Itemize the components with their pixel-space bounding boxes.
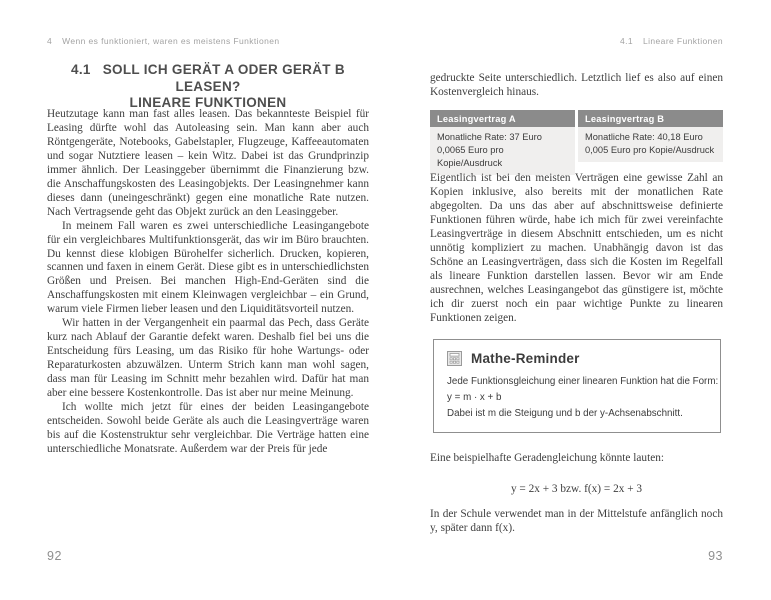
leasing-comparison-table	[430, 110, 723, 175]
reminder-formula: y = m · x + b	[447, 392, 502, 403]
right-main-paragraph	[430, 172, 723, 325]
table-cell-b-line2: 0,005 Euro pro Kopie/Ausdruck	[585, 145, 715, 155]
left-page-body	[47, 108, 369, 457]
reminder-body	[447, 374, 719, 422]
reminder-line3: Dabei ist m die Steigung und b der y-Achsenabschnitt.	[447, 408, 683, 419]
paragraph: Eigentlich ist bei den meisten Verträgen eine gewisse Zahl an Kopien inklusive, also bereits mit der monatlichen Rate abgegolten. Da uns das aber auf abschnittsweise definierte Funktionen führen würde, habe ich mich für zwei vereinfachte Leasingverträge in diesem Abschnitt entschieden, um es nicht unnötig kompliziert zu machen. Unabhängig davon ist das Schöne an Leasingverträgen, dass sich die Kosten im Regelfall als lineare Funktion darstellen lassen. Bevor wir am Ende ausrechnen, welches Leasingangebot das günstigere ist, möchte ich dir zuerst noch ein paar wichtige Punkte zu linearen Funktionen zeigen.	[430, 172, 723, 324]
table-cell-a-line1: Monatliche Rate: 37 Euro	[437, 132, 542, 142]
section-heading	[40, 62, 376, 112]
right-running-header	[430, 36, 723, 46]
math-reminder-box	[433, 339, 721, 433]
table-cell-b-line1: Monatliche Rate: 40,18 Euro	[585, 132, 703, 142]
example-equation: y = 2x + 3 bzw. f(x) = 2x + 3	[510, 483, 643, 495]
section-number: 4.1	[619, 36, 634, 46]
right-page-number: 93	[708, 549, 723, 563]
table-cell-a	[430, 127, 575, 175]
reminder-title: Mathe-Reminder	[471, 351, 580, 366]
calculator-grid-icon	[447, 351, 462, 366]
paragraph: gedruckte Seite unterschiedlich. Letztlich lief es also auf einen Kostenvergleich hinaus.	[430, 72, 723, 98]
closing-paragraph	[430, 508, 723, 536]
reminder-line1: Jede Funktionsgleichung einer linearen Funktion hat die Form:	[447, 376, 719, 387]
example-intro-paragraph	[430, 452, 723, 466]
right-intro-paragraph	[430, 72, 723, 100]
paragraph: Heutzutage kann man fast alles leasen. Das bekannteste Beispiel für Leasing dürfte wohl das Autoleasing sein. Man kann aber auch Röntgengeräte, Notebooks, Gabelstapler, Flugzeuge, Kaffeeautomaten und sogar Nutztiere leasen – kein Witz. Dabei ist das Grundprinzip immer ähnlich. Der Leasinggeber übernimmt die Finanzierung bzw. die Anschaffungskosten des Leasingobjekts. Der Leasingnehmer kann dieses dann (uneingeschränkt) gegen eine monatliche Rate nutzen. Nach Vertragsende geht das Objekt zurück an den Leasinggeber.	[47, 108, 369, 218]
section-heading-line2: LINEARE FUNKTIONEN	[129, 95, 287, 110]
paragraph: In meinem Fall waren es zwei unterschiedliche Leasingangebote für ein vergleichbares Multifunktionsgerät, das wir im Büro brauchten. Du kennst diese klobigen Bürohelfer sicherlich. Drucken, kopieren, scannen und faxen in einem Gerät. Diese gibt es in unterschiedlichsten Größen und Preisen. Bei manchen High-End-Geräten sind die Anschaffungskosten mit einem Kleinwagen vergleichbar – ein Grund, warum viele Firmen lieber leasen und den Liquiditätsvorteil nutzen.	[47, 219, 369, 316]
left-running-header	[47, 36, 369, 46]
chapter-number: 4	[47, 36, 53, 46]
table-column-b	[578, 110, 723, 175]
paragraph: In der Schule verwendet man in der Mittelstufe anfänglich noch y, später dann f(x).	[430, 508, 723, 534]
reminder-title-row	[447, 351, 707, 366]
section-number: 4.1	[71, 62, 91, 77]
left-page-number: 92	[47, 549, 62, 563]
table-header-a: Leasingvertrag A	[430, 110, 575, 127]
paragraph: Eine beispielhafte Geradengleichung könnte lauten:	[430, 452, 665, 464]
table-cell-b	[578, 127, 723, 162]
section-heading-line1: 4.1 SOLL ICH GERÄT A ODER GERÄT B LEASEN?	[71, 62, 345, 94]
section-title: Lineare Funktionen	[643, 36, 723, 46]
paragraph: Wir hatten in der Vergangenheit ein paarmal das Pech, dass Geräte kurz nach Ablauf der Garantie defekt waren. Deshalb fiel bei uns die Entscheidung fürs Leasing, um das Risiko für hohe Wartungs- oder Reparaturkosten abzuwälzen. Unterm Strich kann man wohl sagen, dass man für Leasing im Schnitt mehr bezahlen wird. Dafür hat man aber eine bessere Kostenkontrolle. Das ist aber nur meine Meinung.	[47, 317, 369, 400]
chapter-title: Wenn es funktioniert, waren es meistens Funktionen	[62, 36, 280, 46]
table-header-b: Leasingvertrag B	[578, 110, 723, 127]
table-column-a	[430, 110, 575, 175]
table-cell-a-line2: 0,0065 Euro pro Kopie/Ausdruck	[437, 145, 504, 168]
paragraph: Ich wollte mich jetzt für eines der beiden Leasingangebote entscheiden. Sowohl beide Geräte als auch die Leasingverträge waren bis auf die Kostenstruktur sehr vergleichbar. Die Verträge hatten eine unterschiedliche Monatsrate. Außerdem war der Preis für jede	[47, 401, 369, 455]
